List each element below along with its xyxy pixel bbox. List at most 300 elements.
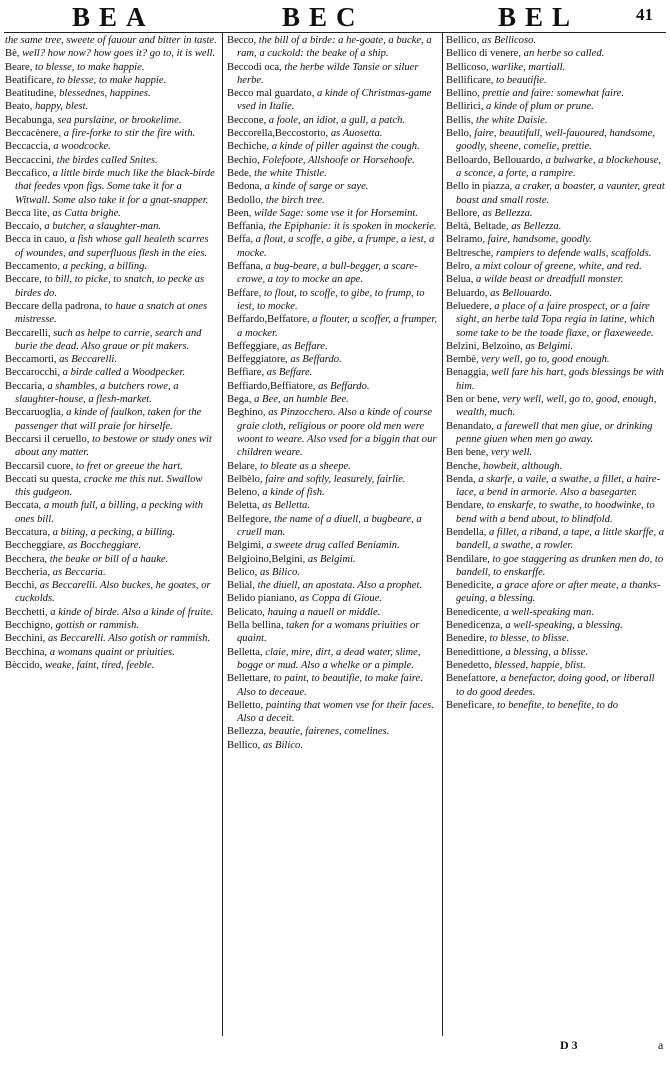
- dictionary-entry: [227, 260, 440, 287]
- dictionary-entry: [5, 380, 217, 407]
- entry-definition: a wilde beast or dreadfull monster.: [473, 274, 624, 286]
- entry-headword: Beffeggiatore,: [227, 354, 288, 366]
- entry-definition: the diuell, an apostata. Also a prophet.: [254, 580, 423, 592]
- entry-headword: Belloardo, Bellouardo,: [446, 154, 543, 166]
- dictionary-entry: [446, 499, 665, 526]
- entry-headword: Becabunga,: [5, 114, 55, 126]
- dictionary-entry: [5, 154, 217, 167]
- entry-definition: the same tree, sweete of fauour and bitter in taste.: [5, 35, 217, 46]
- entry-definition: a womans quaint or priuities.: [47, 646, 175, 658]
- dictionary-entry: [227, 499, 440, 512]
- dictionary-entry: [5, 207, 217, 220]
- entry-headword: Beccaria,: [5, 380, 45, 392]
- entry-definition: a kinde of plum or prune.: [483, 101, 594, 113]
- dictionary-entry: [227, 114, 440, 127]
- entry-definition: Folefoote, Allshoofe or Horsehoofe.: [259, 154, 415, 166]
- entry-headword: Belletto,: [227, 699, 264, 711]
- dictionary-entry: [5, 34, 217, 47]
- entry-headword: Becchigno,: [5, 620, 53, 632]
- entry-definition: sea purslaine, or brookelime.: [54, 114, 182, 126]
- entry-headword: Bedona,: [227, 181, 263, 193]
- column-1: [5, 34, 217, 1034]
- dictionary-entry: [5, 499, 217, 526]
- entry-headword: Benedittione,: [446, 646, 503, 658]
- dictionary-entry: [446, 87, 665, 100]
- dictionary-entry: [5, 526, 217, 539]
- entry-definition: prettie and faire: somewhat faire.: [479, 88, 625, 100]
- entry-definition: beautie, fairenes, comelines.: [266, 726, 390, 738]
- entry-definition: a fillet, a riband, a tape, a little skarffe, a bandell, a swathe, a rowler.: [456, 526, 665, 552]
- dictionary-entry: [5, 460, 217, 473]
- dictionary-entry: [5, 74, 217, 87]
- entry-headword: Belletta,: [227, 646, 263, 658]
- entry-headword: Beatificare,: [5, 74, 55, 86]
- dictionary-entry: [446, 699, 665, 712]
- entry-headword: Beccarsil cuore,: [5, 460, 74, 472]
- dictionary-entry: [446, 180, 665, 207]
- entry-headword: Beccarelli,: [5, 327, 51, 339]
- entry-definition: the Epiphanie: it is spoken in mockerie.: [265, 221, 437, 233]
- entry-headword: Beccamento,: [5, 261, 61, 273]
- entry-definition: wilde Sage: some vse it for Horsemint.: [251, 207, 418, 219]
- dictionary-entry: [5, 140, 217, 153]
- entry-headword: Beffeggiare,: [227, 340, 280, 352]
- dictionary-entry: [446, 646, 665, 659]
- entry-headword: Bèccido,: [5, 659, 43, 671]
- entry-definition: a kinde of birde. Also a kinde of fruite.: [47, 606, 214, 618]
- dictionary-entry: [227, 287, 440, 314]
- dictionary-entry: [5, 233, 217, 260]
- dictionary-entry: [446, 579, 665, 606]
- entry-definition: as Beffare.: [279, 340, 328, 352]
- entry-definition: a grace afore or after meate, a thanks-geuing, a blessing.: [456, 580, 661, 605]
- entry-headword: Becco mal guardato,: [227, 88, 315, 100]
- entry-definition: well? how now? how goes it? go to, it is well.: [19, 48, 216, 60]
- dictionary-entry: [227, 140, 440, 153]
- dictionary-entry: [446, 340, 665, 353]
- entry-definition: weake, faint, tired, feeble.: [42, 659, 155, 671]
- entry-definition: rampiers to defende walls, scaffolds.: [493, 247, 652, 259]
- entry-definition: a fish whose gall healeth scarres of woundes, and superfluous flesh in the eies.: [15, 234, 209, 259]
- entry-definition: as Beccaria.: [50, 566, 106, 578]
- entry-definition: a flout, a scoffe, a gibe, a frumpe, a iest, a mocke.: [237, 234, 435, 259]
- dictionary-entry: [5, 366, 217, 379]
- entry-headword: Becchina,: [5, 646, 48, 658]
- entry-headword: Ben bene,: [446, 447, 489, 459]
- dictionary-entry: [446, 233, 665, 246]
- entry-headword: Bendilare,: [446, 553, 490, 565]
- entry-definition: a kinde of fish.: [259, 487, 325, 499]
- dictionary-entry: [446, 114, 665, 127]
- dictionary-entry: [227, 579, 440, 592]
- entry-headword: Bellicoso,: [446, 61, 489, 73]
- entry-definition: as Beccarelli.: [56, 354, 117, 366]
- entry-definition: a butcher, a slaughter-man.: [41, 221, 162, 233]
- dictionary-entry: [5, 273, 217, 300]
- dictionary-entry: [446, 300, 665, 340]
- entry-headword: Beatitudine,: [5, 88, 57, 100]
- entry-headword: Belgioino,Belgini,: [227, 553, 306, 565]
- dictionary-entry: [446, 606, 665, 619]
- entry-headword: Been,: [227, 207, 252, 219]
- entry-definition: as Beffardo.: [315, 380, 370, 392]
- entry-definition: the name of a diuell, a bugbeare, a cruell man.: [237, 513, 422, 538]
- entry-headword: Belramo,: [446, 234, 486, 246]
- entry-headword: Beccafico,: [5, 167, 50, 179]
- entry-definition: a kinde of piller against the cough.: [269, 141, 420, 153]
- entry-definition: very well.: [488, 447, 533, 459]
- entry-headword: Beluedere,: [446, 300, 492, 312]
- entry-definition: a foole, an idiot, a gull, a patch.: [266, 114, 406, 126]
- dictionary-entry: [227, 699, 440, 726]
- entry-definition: as Belletta.: [259, 500, 310, 512]
- entry-headword: Bellettare,: [227, 673, 271, 685]
- entry-headword: Beccarsi il ceruello,: [5, 433, 90, 445]
- dictionary-entry: [446, 353, 665, 366]
- entry-headword: Bellino,: [446, 88, 480, 100]
- entry-headword: Belua,: [446, 274, 474, 286]
- entry-headword: Becca lite,: [5, 207, 50, 219]
- entry-headword: Beccata,: [5, 500, 42, 512]
- dictionary-entry: [227, 180, 440, 193]
- entry-definition: a bulwarke, a blockehouse, a sconce, a forte, a rampire.: [456, 154, 662, 179]
- entry-headword: Beccaccini,: [5, 154, 55, 166]
- entry-headword: Belgimi,: [227, 540, 264, 552]
- entry-headword: Beato,: [5, 101, 33, 113]
- entry-definition: as Beccarelli. Also buckes, he goates, or cuckolds.: [15, 580, 211, 605]
- entry-headword: Bellificare,: [446, 74, 494, 86]
- entry-definition: a sweete drug called Beniamin.: [263, 540, 400, 552]
- dictionary-entry: [5, 300, 217, 327]
- entry-definition: as Bilico.: [260, 739, 303, 751]
- entry-headword: Bechiche,: [227, 141, 270, 153]
- entry-headword: Beccone,: [227, 114, 267, 126]
- dictionary-entry: [5, 100, 217, 113]
- entry-definition: to bleate as a sheepe.: [257, 460, 351, 472]
- dictionary-entry: [227, 61, 440, 88]
- dictionary-entry: [227, 473, 440, 486]
- entry-headword: Beffiare,: [227, 367, 265, 379]
- dictionary-entry: [5, 646, 217, 659]
- entry-headword: Beltresche,: [446, 247, 494, 259]
- dictionary-entry: [227, 207, 440, 220]
- entry-definition: to beautifie.: [493, 74, 547, 86]
- entry-definition: to benefite, to benefite, to do: [494, 699, 619, 711]
- entry-definition: faire and softly, leasurely, fairlie.: [262, 473, 406, 485]
- entry-headword: Beffardo,Beffatore,: [227, 314, 310, 326]
- entry-headword: Bellirici,: [446, 101, 484, 113]
- dictionary-entry: [227, 725, 440, 738]
- column-divider-2: [442, 32, 443, 1036]
- entry-definition: the white Daisie.: [473, 114, 548, 126]
- entry-definition: to blesse, to make happie.: [32, 61, 145, 73]
- catchword: a: [658, 1038, 664, 1052]
- dictionary-entry: [5, 47, 217, 60]
- entry-definition: warlike, martiall.: [488, 61, 566, 73]
- entry-headword: Belro,: [446, 261, 473, 273]
- dictionary-entry: [5, 327, 217, 354]
- entry-definition: as Beffardo.: [287, 354, 342, 366]
- entry-headword: Beletta,: [227, 500, 260, 512]
- dictionary-entry: [446, 287, 665, 300]
- dictionary-entry: [5, 539, 217, 552]
- dictionary-entry: [227, 553, 440, 566]
- dictionary-entry: [5, 114, 217, 127]
- entry-definition: as Auosetta.: [328, 128, 383, 140]
- entry-headword: Beghino,: [227, 407, 266, 419]
- dictionary-entry: [5, 406, 217, 433]
- dictionary-entry: [5, 433, 217, 460]
- dictionary-entry: [227, 366, 440, 379]
- entry-headword: Beneficare,: [446, 699, 495, 711]
- entry-definition: faire, handsome, goodly.: [485, 234, 592, 246]
- dictionary-entry: [227, 313, 440, 340]
- entry-definition: a flouter, a scoffer, a frumper, a mocker.: [237, 314, 437, 339]
- header-guideword-center: BEC: [282, 2, 365, 32]
- dictionary-entry: [446, 366, 665, 393]
- entry-definition: a farewell that men giue, or drinking penne giuen when men go away.: [456, 420, 653, 445]
- entry-definition: blessed, happie, blist.: [491, 659, 586, 671]
- dictionary-entry: [227, 127, 440, 140]
- entry-headword: Bellico,: [446, 35, 480, 46]
- dictionary-entry: [227, 87, 440, 114]
- dictionary-entry: [227, 592, 440, 605]
- entry-headword: Bello in piazza,: [446, 181, 513, 193]
- entry-definition: to blesse, to blisse.: [486, 633, 570, 645]
- dictionary-entry: [446, 659, 665, 672]
- entry-definition: the birch tree.: [263, 194, 325, 206]
- entry-headword: Benedicenza,: [446, 620, 503, 632]
- dictionary-entry: [446, 553, 665, 580]
- entry-headword: Belfegore,: [227, 513, 272, 525]
- entry-definition: an herbe so called.: [521, 48, 605, 60]
- entry-definition: a birde called a Woodpecker.: [60, 367, 186, 379]
- entry-definition: painting that women vse for their faces. Also a deceit.: [237, 699, 434, 725]
- entry-headword: Becchetti,: [5, 606, 48, 618]
- entry-definition: a well-speaking man.: [501, 606, 594, 618]
- dictionary-entry: [446, 460, 665, 473]
- dictionary-entry: [446, 473, 665, 500]
- dictionary-entry: [227, 233, 440, 260]
- entry-definition: as Bellicoso.: [479, 35, 537, 46]
- entry-headword: Beare,: [5, 61, 33, 73]
- entry-definition: as Catta brighe.: [49, 207, 121, 219]
- dictionary-entry: [446, 220, 665, 233]
- entry-headword: Bedollo,: [227, 194, 264, 206]
- entry-definition: a kinde of Christmas-game vsed in Italie.: [237, 88, 432, 113]
- entry-definition: as Bilico.: [257, 566, 300, 578]
- dictionary-entry: [5, 606, 217, 619]
- entry-definition: a mouth full, a billing, a pecking with ones bill.: [15, 500, 204, 525]
- dictionary-entry: [5, 127, 217, 140]
- dictionary-entry: [5, 260, 217, 273]
- entry-definition: blessednes, happines.: [56, 88, 151, 100]
- dictionary-entry: [446, 273, 665, 286]
- dictionary-entry: [5, 566, 217, 579]
- dictionary-entry: [446, 34, 665, 47]
- entry-headword: Beccarocchi,: [5, 367, 60, 379]
- entry-headword: Bè,: [5, 48, 20, 60]
- entry-definition: howbeit, although.: [480, 460, 563, 472]
- entry-headword: Bega,: [227, 394, 252, 406]
- header-guideword-left: BEA: [72, 2, 155, 32]
- dictionary-entry: [227, 513, 440, 540]
- running-header: [0, 0, 670, 30]
- entry-headword: Beccacènere,: [5, 128, 62, 140]
- dictionary-entry: [227, 393, 440, 406]
- entry-definition: to blesse, to make happie.: [54, 74, 167, 86]
- dictionary-entry: [446, 47, 665, 60]
- entry-headword: Beccaio,: [5, 221, 42, 233]
- dictionary-entry: [446, 672, 665, 699]
- entry-headword: Bechio,: [227, 154, 260, 166]
- dictionary-entry: [446, 100, 665, 113]
- dictionary-entry: [227, 353, 440, 366]
- dictionary-entry: [227, 34, 440, 61]
- entry-headword: Bendare,: [446, 500, 484, 512]
- entry-definition: a skarfe, a vaile, a swathe, a fillet, a haire-lace, a bend in armorie. Also a basegarter.: [456, 473, 661, 499]
- entry-headword: Belbèlo,: [227, 473, 263, 485]
- entry-headword: Beccorella,Beccostorto,: [227, 128, 329, 140]
- entry-headword: Benandato,: [446, 420, 494, 432]
- dictionary-entry: [5, 61, 217, 74]
- entry-definition: gottish or rammish.: [52, 620, 139, 632]
- entry-definition: the birdes called Snites.: [54, 154, 158, 166]
- entry-definition: very well, well, go to, good, enough, wealth, much.: [456, 394, 657, 419]
- entry-headword: Beccheria,: [5, 566, 50, 578]
- dictionary-entry: [5, 553, 217, 566]
- entry-definition: as Beccarelli. Also gotish or rammish.: [45, 633, 211, 645]
- dictionary-entry: [227, 619, 440, 646]
- entry-headword: Bellis,: [446, 114, 474, 126]
- entry-headword: Beccheggiare,: [5, 540, 66, 552]
- entry-definition: well fare his hart, gods blessings be with him.: [456, 367, 664, 392]
- entry-definition: a mixt colour of greene, white, and red.: [472, 261, 642, 273]
- entry-headword: Beffa,: [227, 234, 253, 246]
- signature-mark: D 3: [560, 1038, 578, 1052]
- entry-definition: to goe staggering as drunken men do, to bandell, to enskarffe.: [456, 553, 664, 578]
- entry-headword: Becchini,: [5, 633, 46, 645]
- entry-definition: a fire-forke to stir the fire with.: [61, 128, 196, 140]
- dictionary-entry: [227, 340, 440, 353]
- entry-definition: a woodcocke.: [50, 141, 111, 153]
- entry-definition: claie, mire, dirt, a dead water, slime, bogge or mud. Also a whelke or a pimple.: [237, 646, 421, 671]
- dictionary-entry: [446, 127, 665, 154]
- entry-definition: the white Thistle.: [251, 167, 327, 179]
- entry-definition: the bill of a birde: a he-goate, a bucke, a ram, a cuckold: the beake of a ship.: [237, 35, 432, 60]
- dictionary-entry: [227, 672, 440, 699]
- entry-headword: Bellore,: [446, 207, 480, 219]
- entry-headword: Becchera,: [5, 553, 48, 565]
- entry-headword: Becca in cauo,: [5, 234, 68, 246]
- dictionary-entry: [5, 473, 217, 500]
- dictionary-entry: [446, 446, 665, 459]
- entry-headword: Beccati su questa,: [5, 473, 82, 485]
- entry-definition: as Belgimi.: [522, 340, 574, 352]
- header-guideword-right: BEL: [498, 2, 580, 32]
- column-2: [227, 34, 440, 1034]
- entry-definition: a place of a faire prospect, or a faire sight, an herbe tald Topa regia in latine, which some take to be the toade flaxe, or flaxeweede.: [456, 300, 655, 339]
- entry-headword: Bello,: [446, 128, 472, 140]
- dictionary-entry: [446, 526, 665, 553]
- entry-headword: Benefattore,: [446, 673, 499, 685]
- dictionary-entry: [446, 619, 665, 632]
- entry-headword: Belzini, Belzoino,: [446, 340, 523, 352]
- dictionary-entry: [446, 61, 665, 74]
- entry-definition: a well-speaking, a blessing.: [502, 620, 623, 632]
- dictionary-entry: [5, 167, 217, 207]
- entry-headword: Belare,: [227, 460, 258, 472]
- entry-definition: such as helpe to carrie, search and burie the dead. Also graue or pit makers.: [15, 327, 202, 352]
- dictionary-entry: [446, 154, 665, 181]
- entry-headword: Benaggia,: [446, 367, 489, 379]
- entry-headword: Beccamorti,: [5, 354, 57, 366]
- entry-headword: Beffania,: [227, 221, 266, 233]
- entry-definition: to paint, to beautifie, to make faire. Also to deceaue.: [237, 673, 423, 698]
- entry-definition: hauing a nauell or middle.: [264, 606, 381, 618]
- entry-headword: Beccodi oca,: [227, 61, 282, 73]
- entry-definition: a Bee, an humble Bee.: [251, 394, 349, 406]
- entry-headword: Bembè,: [446, 354, 479, 366]
- dictionary-entry: [5, 353, 217, 366]
- entry-headword: Becco,: [227, 35, 257, 46]
- entry-headword: Bede,: [227, 167, 252, 179]
- entry-headword: Beleno,: [227, 487, 260, 499]
- entry-definition: as Bellezza.: [508, 221, 562, 233]
- entry-headword: Benedetto,: [446, 659, 492, 671]
- entry-headword: Belico,: [227, 566, 258, 578]
- entry-headword: Beluardo,: [446, 287, 488, 299]
- dictionary-entry: [5, 87, 217, 100]
- entry-definition: to bill, to picke, to snatch, to pecke as birdes do.: [15, 274, 205, 299]
- entry-headword: Beccaruoglia,: [5, 407, 64, 419]
- page-number: 41: [636, 5, 653, 24]
- entry-headword: Beccare,: [5, 274, 42, 286]
- dictionary-entry: [5, 632, 217, 645]
- dictionary-entry: [5, 659, 217, 672]
- entry-definition: faire, beautifull, well-fauoured, handsome, goodly, sheene, comelie, prettie.: [456, 128, 656, 153]
- entry-definition: as Bellouardo.: [487, 287, 553, 299]
- entry-headword: Bella bellina,: [227, 620, 284, 632]
- dictionary-entry: [227, 154, 440, 167]
- entry-headword: Beffana,: [227, 261, 263, 273]
- dictionary-entry: [227, 194, 440, 207]
- header-rule: [4, 32, 666, 33]
- entry-headword: Beccatura,: [5, 526, 50, 538]
- dictionary-entry: [227, 460, 440, 473]
- dictionary-entry: [446, 247, 665, 260]
- dictionary-entry: [446, 420, 665, 447]
- entry-headword: Benda,: [446, 473, 476, 485]
- entry-definition: the beake or bill of a hauke.: [47, 553, 169, 565]
- dictionary-entry: [227, 739, 440, 752]
- entry-definition: a blessing, a blisse.: [502, 646, 589, 658]
- dictionary-entry: [227, 380, 440, 393]
- dictionary-entry: [446, 393, 665, 420]
- entry-definition: as Beffare.: [264, 367, 313, 379]
- entry-definition: a little birde much like the black-birde that feedes vpon figs. Some take it for a Witwall. Some also take it for a gnat-snapper.: [15, 167, 215, 206]
- dictionary-entry: [5, 619, 217, 632]
- dictionary-entry: [5, 579, 217, 606]
- entry-definition: to bestowe or study ones wit about any matter.: [15, 433, 212, 459]
- entry-definition: as Pinzocchero. Also a kinde of course graie cloth, religious or poore old men were woont to weare. Also vsed for a biggin that our children weare.: [237, 407, 437, 459]
- entry-definition: as Belgimi.: [305, 553, 356, 565]
- entry-definition: very well, go to, good enough.: [478, 354, 610, 366]
- entry-definition: as Bellezza.: [479, 207, 533, 219]
- entry-definition: a benefactor, doing good, or liberall to do good deedes.: [456, 673, 655, 698]
- dictionary-entry: [227, 606, 440, 619]
- entry-definition: a craker, a boaster, a vaunter, great boast and small roste.: [456, 181, 665, 206]
